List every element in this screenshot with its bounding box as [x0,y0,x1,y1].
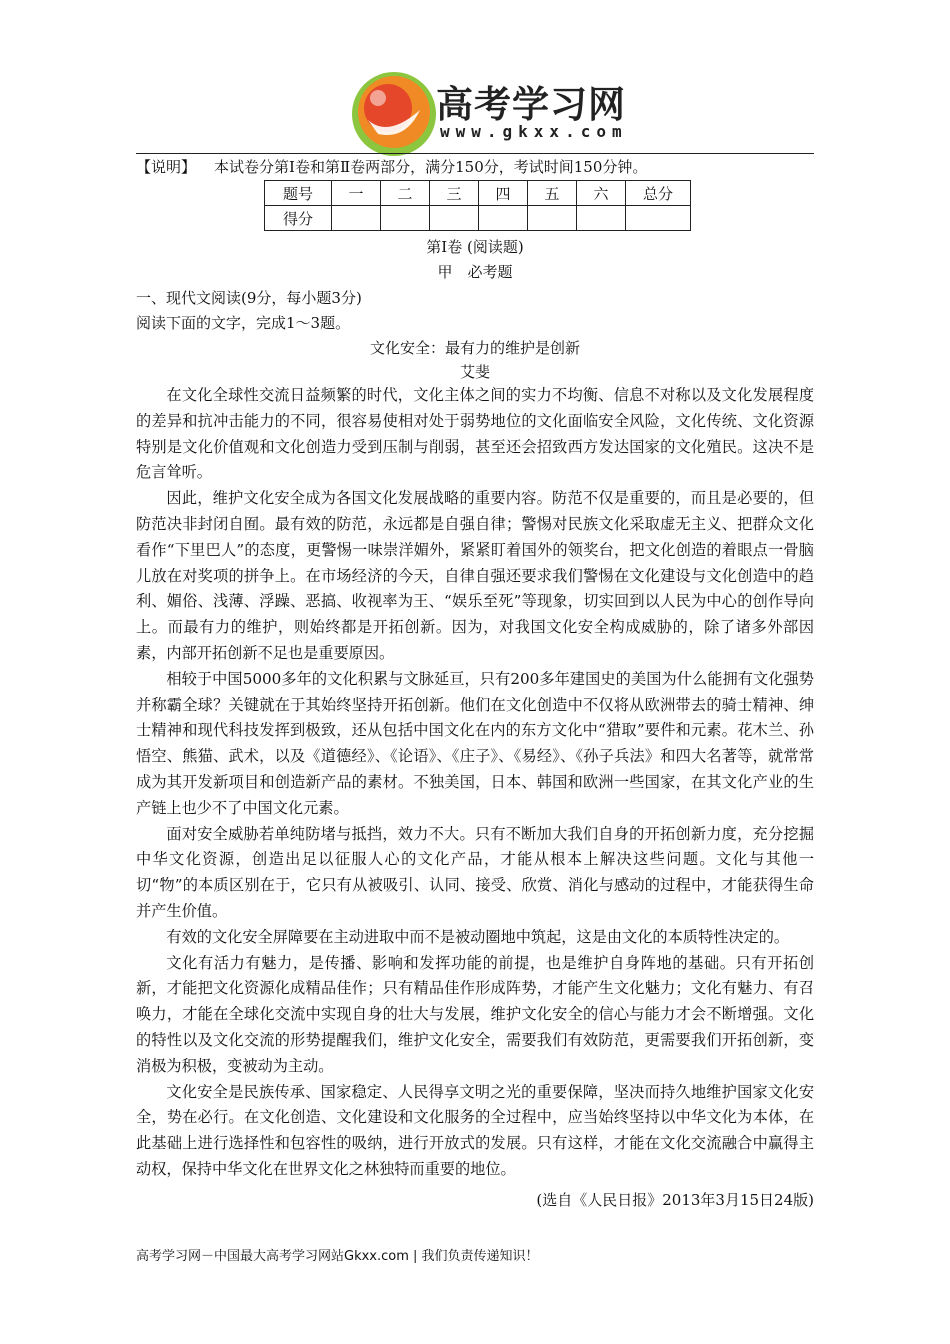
article-body [136,383,814,1183]
page-footer [136,1245,539,1264]
question-heading: 一、现代文阅读(9分，每小题3分) [136,289,362,307]
score-cell: 四 [479,181,528,206]
site-header [340,60,640,150]
score-cell: 题号 [265,181,332,206]
score-input-cell [332,206,381,231]
article-source: (选自《人民日报》2013年3月15日24版) [536,1191,814,1209]
article-paragraph: 文化有活力有魅力，是传播、影响和发挥功能的前提，也是维护自身阵地的基础。只有开拓创新，才能把文化资源化成精品佳作；只有精品佳作形成阵势，才能产生文化魅力；文化有魅力、有召唤力，才能在全球化交流中实现自身的壮大与发展，维护文化安全的信心与能力才会不断增强。文化的特性以及文化交流的形势提醒我们，维护文化安全，需要我们有效防范，更需要我们开拓创新，变消极为积极，变被动为主动。 [136,953,814,1075]
score-input-cell [528,206,577,231]
score-cell: 一 [332,181,381,206]
article-paragraph: 在文化全球性交流日益频繁的时代，文化主体之间的实力不均衡、信息不对称以及文化发展程度的差异和抗冲击能力的不同，很容易使相对处于弱势地位的文化面临安全风险，文化传统、文化资源特别是文化价值观和文化创造力受到压制与削弱，甚至还会招致西方发达国家的文化殖民。这决不是危言耸听。 [136,386,814,482]
section-title: 甲 必考题 [437,263,513,281]
score-table-header-row [265,181,691,206]
header-rule [136,153,814,154]
score-cell: 三 [430,181,479,206]
score-table [264,180,691,231]
score-input-cell [479,206,528,231]
score-cell: 总分 [626,181,691,206]
score-input-cell [577,206,626,231]
article-paragraph: 有效的文化安全屏障要在主动进取中而不是被动圈地中筑起，这是由文化的本质特性决定的。 [166,927,790,946]
exam-note [136,156,647,177]
score-table-score-row [265,206,691,231]
footer-right: | 我们负责传递知识！ [408,1249,539,1264]
article-author: 艾斐 [459,363,490,381]
note-tag: 【说明】 [136,158,197,176]
score-cell: 五 [528,181,577,206]
article-paragraph: 文化安全是民族传承、国家稳定、人民得享文明之光的重要保障，坚决而持久地维护国家文化安全，势在必行。在文化创造、文化建设和文化服务的全过程中，应当始终坚持以中华文化为本体，在此基础上进行选择性和包容性的吸纳，进行开放式的发展。只有这样，才能在文化交流融合中赢得主动权，保持中华文化在世界文化之林独特而重要的地位。 [136,1082,814,1178]
footer-site-link[interactable]: Gkxx.com [344,1249,409,1264]
score-input-cell [626,206,691,231]
article-title: 文化安全：最有力的维护是创新 [369,339,580,357]
score-cell: 二 [381,181,430,206]
volume-title: 第Ⅰ卷 (阅读题) [426,238,524,256]
footer-left: 高考学习网－中国最大高考学习网站 [136,1249,345,1264]
logo-title: 高考学习网 [436,83,626,126]
article-paragraph: 面对安全威胁若单纯防堵与抵挡，效力不大。只有不断加大我们自身的开拓创新力度，充分挖掘中华文化资源，创造出足以征服人心的文化产品，才能从根本上解决这些问题。文化与其他一切“物”的本质区别在于，它只有从被吸引、认同、接受、欣赏、消化与感动的过程中，才能获得生命并产生价值。 [136,824,814,920]
article-paragraph: 因此，维护文化安全成为各国文化发展战略的重要内容。防范不仅是重要的，而且是必要的，但防范决非封闭自囿。最有效的防范，永远都是自强自律；警惕对民族文化采取虚无主义、把群众文化看作“下里巴人”的态度，更警惕一味崇洋媚外，紧紧盯着国外的领奖台，把文化创造的着眼点一骨脑儿放在对奖项的拼争上。在市场经济的今天，自律自强还要求我们警惕在文化建设与文化创造中的趋利、媚俗、浅薄、浮躁、恶搞、收视率为王、“娱乐至死”等现象，切实回到以人民为中心的创作导向上。而最有力的维护，则始终都是开拓创新。因为，对我国文化安全构成威胁的，除了诸多外部因素，内部开拓创新不足也是重要原因。 [136,489,814,662]
gkxx-logo-icon [348,68,440,160]
logo-url: www.gkxx.com [440,122,628,141]
article-paragraph: 相较于中国5000多年的文化积累与文脉延亘，只有200多年建国史的美国为什么能拥有文化强势并称霸全球？关键就在于其始终坚持开拓创新。他们在文化创造中不仅将从欧洲带去的骑士精神、绅士精神和现代科技发挥到极致，还从包括中国文化在内的东方文化中“猎取”要件和元素。花木兰、孙悟空、熊猫、武术，以及《道德经》、《论语》、《庄子》、《易经》、《孙子兵法》和四大名著等，就常常成为其开发新项目和创造新产品的素材。不独美国，日本、韩国和欧洲一些国家，在其文化产业的生产链上也少不了中国文化元素。 [136,669,814,817]
score-row-label: 得分 [265,206,332,231]
score-input-cell [381,206,430,231]
note-text: 本试卷分第Ⅰ卷和第Ⅱ卷两部分，满分150分，考试时间150分钟。 [214,158,648,176]
score-cell: 六 [577,181,626,206]
instruction: 阅读下面的文字，完成1～3题。 [136,314,351,332]
score-input-cell [430,206,479,231]
